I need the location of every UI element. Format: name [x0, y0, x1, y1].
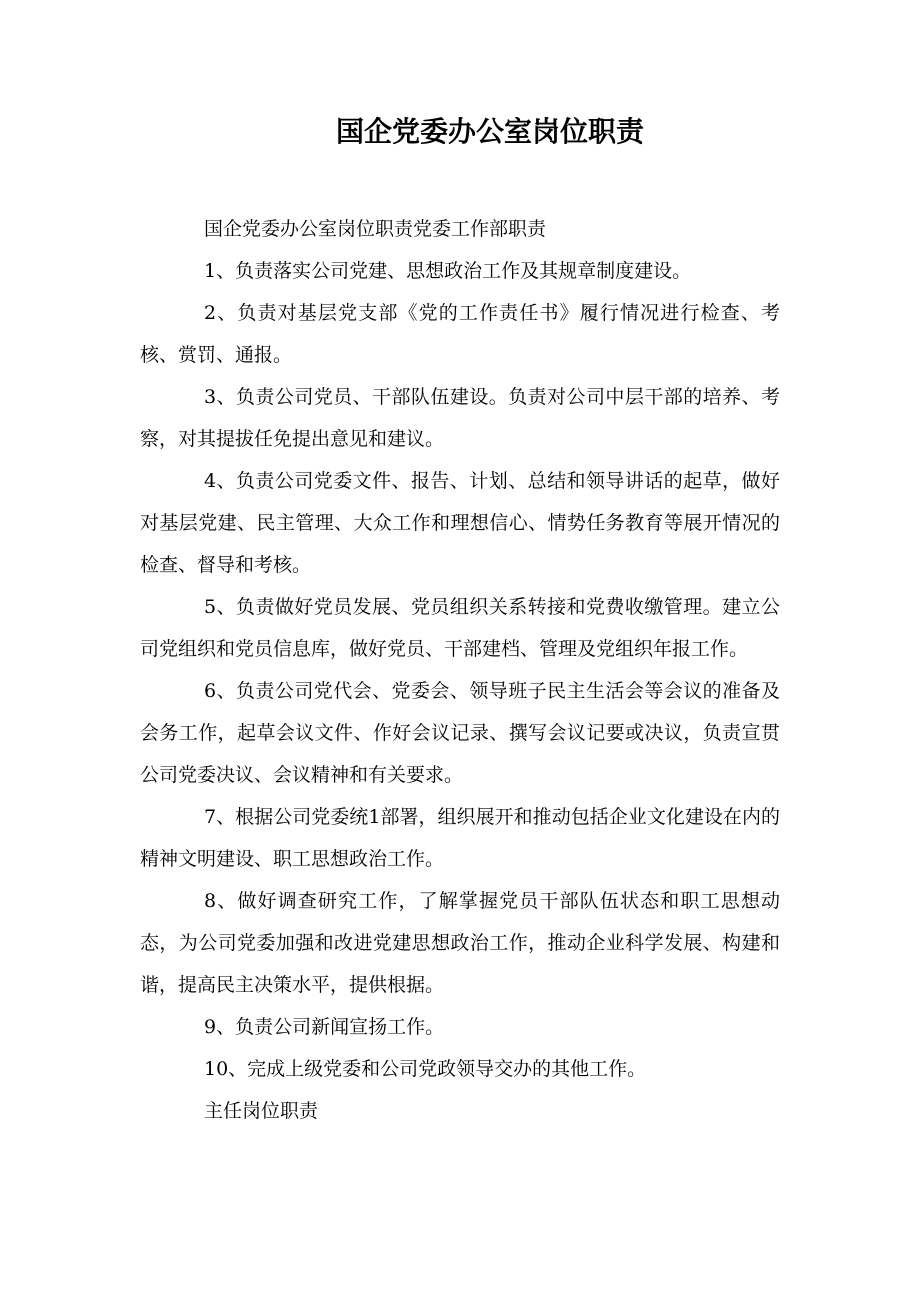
paragraph-heading: 国企党委办公室岗位职责党委工作部职责	[204, 218, 547, 240]
paragraph-item-3: 3、负责公司党员、干部队伍建设。负责对公司中层干部的培养、考察，对其提拔任免提出意见和建议。	[140, 386, 780, 450]
paragraph-item-2: 2、负责对基层党支部《党的工作责任书》履行情况进行检查、考核、赏罚、通报。	[140, 302, 780, 366]
paragraph-item-5: 5、负责做好党员发展、党员组织关系转接和党费收缴管理。建立公司党组织和党员信息库，做好党员、干部建档、管理及党组织年报工作。	[140, 596, 780, 660]
section-heading-director: 主任岗位职责	[204, 1100, 319, 1122]
paragraph-item-1: 1、负责落实公司党建、思想政治工作及其规章制度建设。	[204, 260, 692, 282]
paragraph-item-6: 6、负责公司党代会、党委会、领导班子民主生活会等会议的准备及会务工作，起草会议文件、作好会议记录、撰写会议记要或决议，负责宣贯公司党委决议、会议精神和有关要求。	[140, 680, 780, 786]
paragraph-item-7: 7、根据公司党委统1部署，组织展开和推动包括企业文化建设在内的精神文明建设、职工思想政治工作。	[140, 806, 780, 870]
paragraph-item-4: 4、负责公司党委文件、报告、计划、总结和领导讲话的起草，做好对基层党建、民主管理、大众工作和理想信心、情势任务教育等展开情况的检查、督导和考核。	[140, 470, 780, 576]
document-title: 国企党委办公室岗位职责	[335, 115, 644, 148]
paragraph-item-8: 8、做好调查研究工作，了解掌握党员干部队伍状态和职工思想动态，为公司党委加强和改进党建思想政治工作，推动企业科学发展、构建和谐，提高民主决策水平，提供根据。	[140, 890, 780, 996]
document-body	[140, 208, 780, 1132]
paragraph-item-10: 10、完成上级党委和公司党政领导交办的其他工作。	[204, 1058, 647, 1080]
paragraph-item-9: 9、负责公司新闻宣扬工作。	[204, 1016, 445, 1038]
